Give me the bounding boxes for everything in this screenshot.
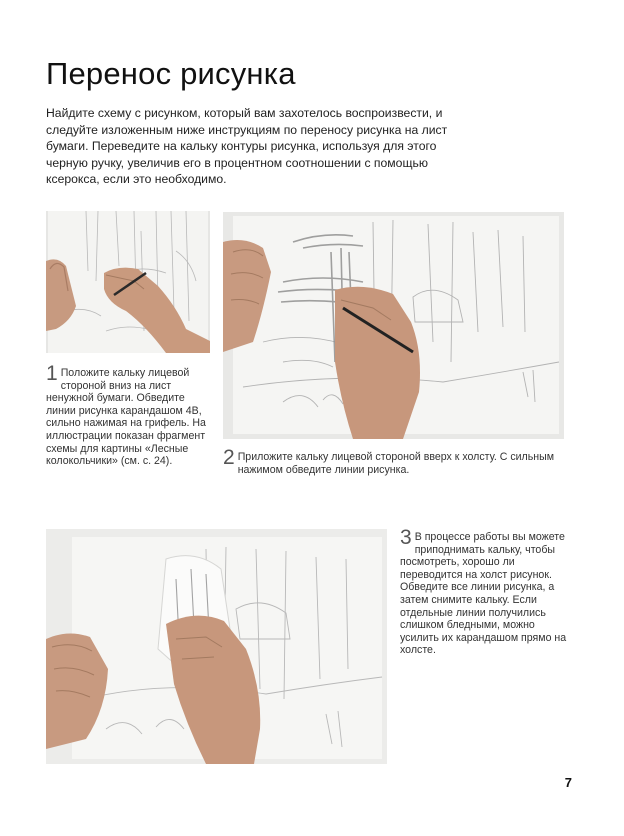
step-3-photo (46, 529, 387, 764)
step-3-number: 3 (400, 526, 412, 549)
step-3-text: В процессе работы вы можете приподнимать кальку, чтобы посмотреть, хорошо ли переводится на холст рисунок. Обведите все линии рисунка, а затем снимите кальку. Если отдельные линии получились слишком бледными, можно усилить их карандашом прямо на холсте. (400, 531, 567, 657)
step-1-text: Положите кальку лицевой стороной вниз на лист ненужной бумаги. Обведите линии рисунка карандашом 4В, сильно нажимая на грифель. На иллюстрации показан фрагмент схемы для картины «Лесные колокольчики» (см. с. 24). (46, 367, 206, 468)
step-3-caption (400, 526, 572, 657)
page-number: 7 (564, 775, 572, 790)
step-2-text: Приложите кальку лицевой стороной вверх к холсту. С сильным нажимом обведите линии рисунка. (237, 451, 555, 476)
step-1-number: 1 (46, 362, 58, 385)
page-title: Перенос рисунка (46, 56, 296, 91)
step-2-caption (223, 446, 563, 476)
step-1-caption (46, 362, 214, 468)
step-2-photo (223, 212, 564, 439)
step-2-number: 2 (223, 446, 235, 469)
intro-paragraph: Найдите схему с рисунком, который вам захотелось воспроизвести, и следуйте изложенным ниже инструкциям по переносу рисунка на лист бумаги. Переведите на кальку контуры рисунка, используя для этого черную ручку, увеличив его в процентном соотношении с помощью ксерокса, если это необходимо. (46, 106, 448, 186)
step-1-photo (46, 211, 210, 353)
